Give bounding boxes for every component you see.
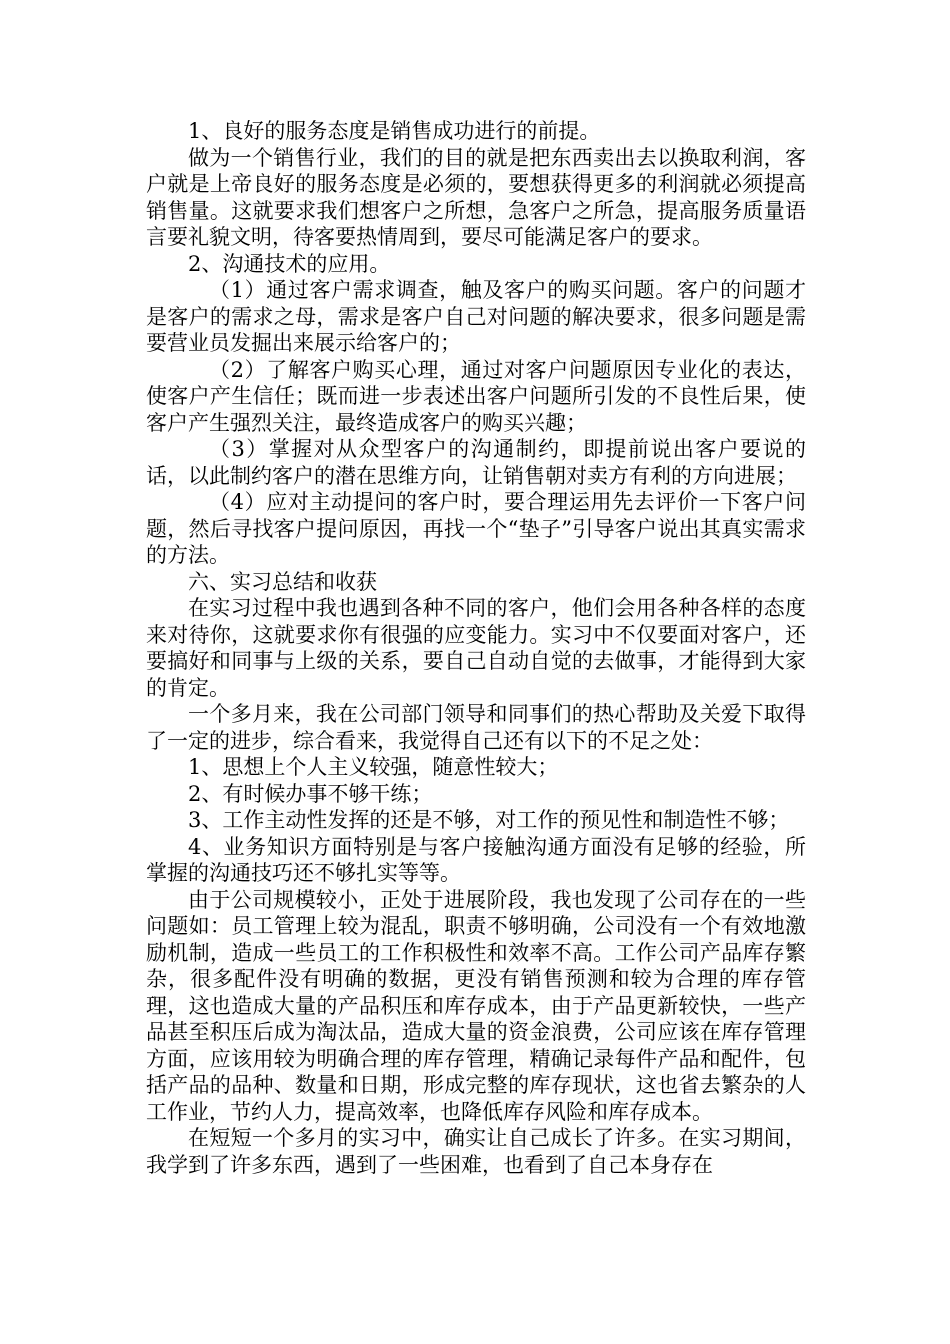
list-item: 1、思想上个人主义较强，随意性较大； [188, 755, 559, 779]
paragraph: （2）了解客户购买心理，通过对客户问题原因专业化的表达，使客户产生信任；既而进一步表述出客户问题所引发的不良性后果，使客户产生强烈关注，最终造成客户的购买兴趣； [146, 357, 806, 435]
list-item: 4、业务知识方面特别是与客户接触沟通方面没有足够的经验，所掌握的沟通技巧还不够扎实等等。 [146, 834, 806, 885]
paragraph: 做为一个销售行业，我们的目的就是把东西卖出去以换取利润，客户就是上帝良好的服务态度是必须的，要想获得更多的利润就必须提高销售量。这就要求我们想客户之所想，急客户之所急，提高服务质量语言要礼貌文明，待客要热情周到，要尽可能满足客户的要求。 [146, 145, 806, 249]
document-body [146, 118, 806, 1178]
paragraph: 由于公司规模较小，正处于进展阶段，我也发现了公司存在的一些问题如：员工管理上较为混乱，职责不够明确，公司没有一个有效地激励机制，造成一些员工的工作积极性和效率不高。工作公司产品库存繁杂，很多配件没有明确的数据，更没有销售预测和较为合理的库存管理，这也造成大量的产品积压和库存成本，由于产品更新较快，一些产品甚至积压后成为淘汰品，造成大量的资金浪费，公司应该在库存管理方面，应该用较为明确合理的库存管理，精确记录每件产品和配件，包括产品的品种、数量和日期，形成完整的库存现状，这也省去繁杂的人工作业，节约人力，提高效率，也降低库存风险和库存成本。 [146, 887, 806, 1124]
paragraph: （3）掌握对从众型客户的沟通制约，即提前说出客户要说的话，以此制约客户的潜在思维方向，让销售朝对卖方有利的方向进展； [146, 437, 806, 488]
paragraph-heading: 2、沟通技术的应用。 [188, 251, 391, 276]
list-item: 2、有时候办事不够干练； [188, 781, 433, 806]
paragraph: 在短短一个多月的实习中，确实让自己成长了许多。在实习期间，我学到了许多东西，遇到了一些困难，也看到了自己本身存在 [146, 1126, 806, 1177]
paragraph: 在实习过程中我也遇到各种不同的客户，他们会用各种各样的态度来对待你，这就要求你有很强的应变能力。实习中不仅要面对客户，还要搞好和同事与上级的关系，要自己自动自觉的去做事，才能得到大家的肯定。 [146, 596, 806, 700]
list-item: 3、工作主动性发挥的还是不够，对工作的预见性和制造性不够； [188, 808, 790, 832]
paragraph: （1）通过客户需求调查，触及客户的购买问题。客户的问题才是客户的需求之母，需求是客户自己对问题的解决要求，很多问题是需要营业员发掘出来展示给客户的； [146, 278, 806, 355]
section-heading: 六、实习总结和收获 [188, 569, 377, 594]
paragraph: （4）应对主动提问的客户时，要合理运用先去评价一下客户问题，然后寻找客户提问原因，再找一个“垫子”引导客户说出其真实需求的方法。 [146, 490, 806, 567]
paragraph: 一个多月来，我在公司部门领导和同事们的热心帮助及关爱下取得了一定的进步，综合看来，我觉得自己还有以下的不足之处： [146, 702, 806, 753]
paragraph-heading: 1、良好的服务态度是销售成功进行的前提。 [188, 119, 601, 143]
